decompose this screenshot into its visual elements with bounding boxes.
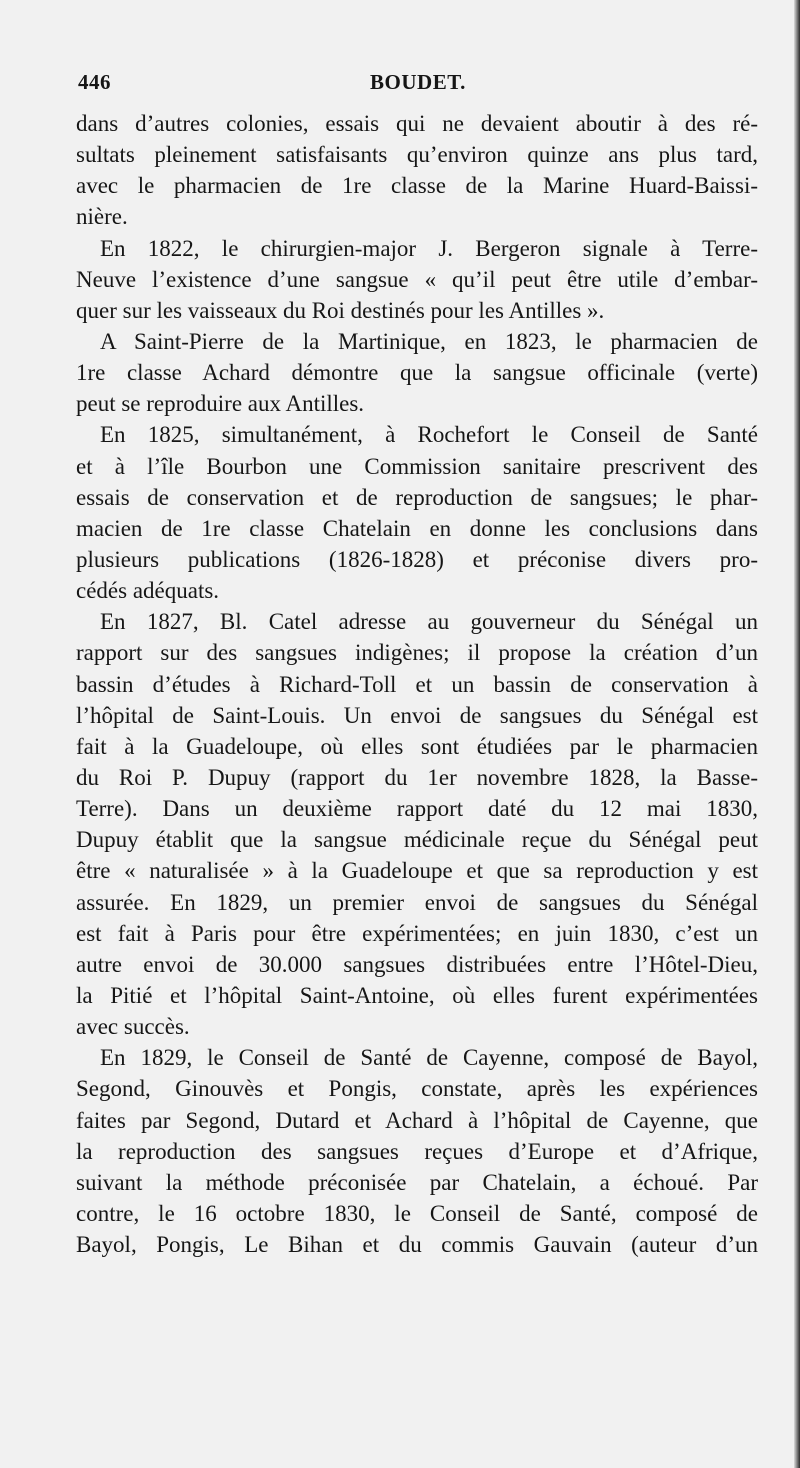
text-line: la reproduction des sangsues reçues d’Europe et d’Afrique, [76, 1138, 758, 1164]
text-line: En 1827, Bl. Catel adresse au gouverneur du Sénégal un [100, 609, 758, 635]
text-line: autre envoi de 30.000 sangsues distribuées entre l’Hôtel-Dieu, [76, 951, 758, 977]
text-line: dans d’autres colonies, essais qui ne devaient aboutir à des ré- [76, 111, 758, 136]
running-title: BOUDET. [370, 70, 466, 94]
text-line: peut se reproduire aux Antilles. [76, 391, 365, 417]
text-line: plusieurs publications (1826-1828) et préconise divers pro- [76, 546, 758, 572]
text-line: est fait à Paris pour être expérimentées; en juin 1830, c’est un [76, 920, 758, 946]
text-line: En 1829, le Conseil de Santé de Cayenne, composé de Bayol, [100, 1045, 758, 1071]
page-header [78, 70, 758, 104]
text-line: avec le pharmacien de 1re classe de la Marine Huard-Baissi- [76, 173, 758, 199]
text-line: et à l’île Bourbon une Commission sanitaire prescrivent des [76, 453, 758, 479]
text-line: Neuve l’existence d’une sangsue « qu’il peut être utile d’embar- [76, 266, 758, 292]
text-line: être « naturalisée » à la Guadeloupe et que sa reproduction y est [76, 858, 758, 884]
text-line: A Saint-Pierre de la Martinique, en 1823, le pharmacien de [100, 328, 758, 354]
text-line: fait à la Guadeloupe, où elles sont étudiées par le pharmacien [76, 733, 758, 759]
text-line: Segond, Ginouvès et Pongis, constate, après les expériences [76, 1076, 758, 1102]
text-line: rapport sur des sangsues indigènes; il propose la création d’un [76, 640, 758, 666]
text-line: En 1822, le chirurgien-major J. Bergeron signale à Terre- [100, 235, 758, 261]
text-line: Dupuy établit que la sangsue médicinale reçue du Sénégal peut [76, 827, 758, 853]
text-line: Terre). Dans un deuxième rapport daté du 12 mai 1830, [76, 796, 758, 822]
page-number: 446 [78, 70, 111, 94]
text-line: avec succès. [76, 1014, 190, 1040]
text-line: En 1825, simultanément, à Rochefort le Conseil de Santé [100, 422, 758, 448]
text-line: du Roi P. Dupuy (rapport du 1er novembre 1828, la Basse- [76, 764, 758, 790]
text-line: Bayol, Pongis, Le Bihan et du commis Gauvain (auteur d’un [76, 1232, 758, 1258]
text-line: essais de conservation et de reproduction de sangsues; le phar- [76, 484, 758, 510]
text-line: 1re classe Achard démontre que la sangsue officinale (verte) [76, 360, 758, 386]
page-edge-shadow [794, 0, 800, 1468]
text-line: bassin d’études à Richard-Toll et un bassin de conservation à [76, 671, 758, 697]
text-line: nière. [76, 204, 128, 230]
text-line: faites par Segond, Dutard et Achard à l’hôpital de Cayenne, que [76, 1107, 758, 1133]
text-line: quer sur les vaisseaux du Roi destinés pour les Antilles ». [76, 297, 605, 323]
text-line: suivant la méthode préconisée par Chatelain, a échoué. Par [76, 1169, 758, 1195]
text-line: contre, le 16 octobre 1830, le Conseil de Santé, composé de [76, 1200, 758, 1226]
text-line: la Pitié et l’hôpital Saint-Antoine, où elles furent expérimentées [76, 982, 758, 1008]
body-text [76, 108, 758, 1260]
text-line: macien de 1re classe Chatelain en donne les conclusions dans [76, 515, 758, 541]
text-line: cédés adéquats. [76, 578, 220, 604]
text-line: sultats pleinement satisfaisants qu’environ quinze ans plus tard, [76, 142, 758, 168]
text-line: assurée. En 1829, un premier envoi de sangsues du Sénégal [76, 889, 758, 915]
text-line: l’hôpital de Saint-Louis. Un envoi de sangsues du Sénégal est [76, 702, 758, 728]
